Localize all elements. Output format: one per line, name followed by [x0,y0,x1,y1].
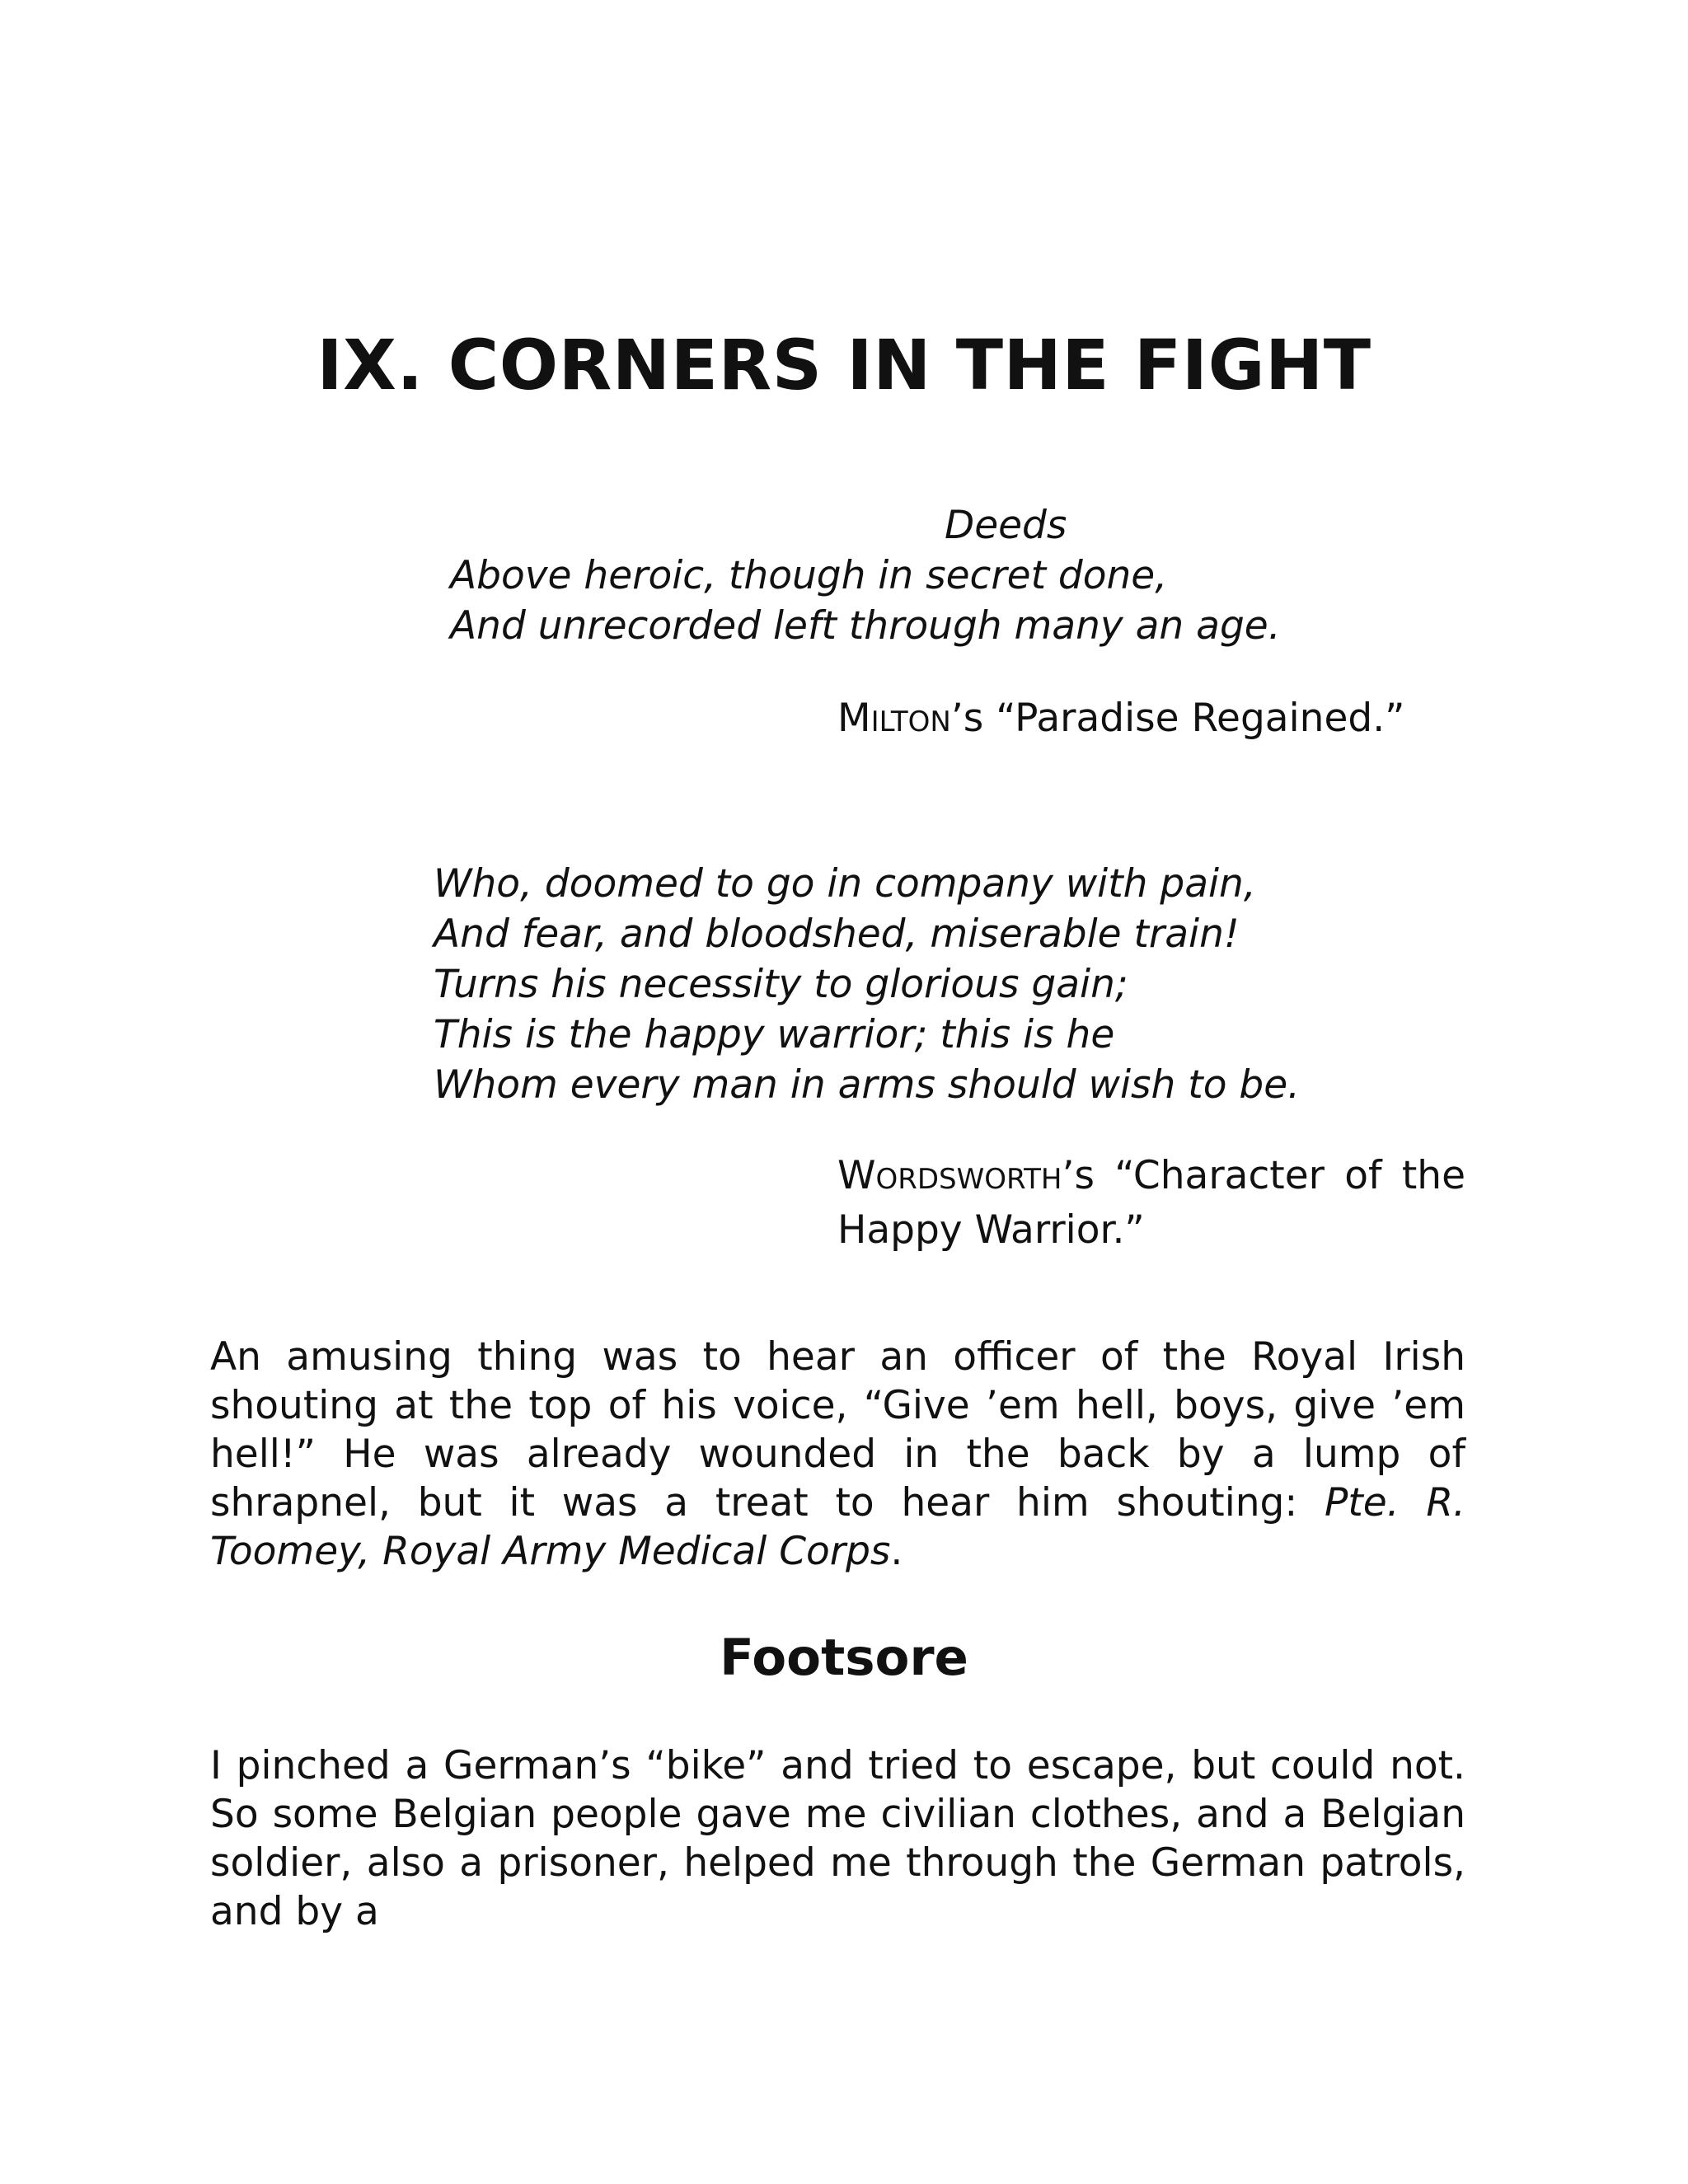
epigraph-wordsworth [434,859,1300,1110]
attribution-work: “Character of the Happy Warrior.” [837,1153,1465,1253]
paragraph-end: . [890,1529,903,1574]
section-heading: Footsore [720,1629,968,1687]
body-paragraph: I pinched a German’s “bike” and tried to escape, but could not. So some Belgian people gave me civilian clothes, and a Belgian soldier, also a prisoner, helped me through the German patrols, and by a [210,1743,1465,1934]
epigraph-wordsworth-attribution [837,1151,1465,1255]
paragraph-source: Pte. R. Toomey, Royal Army Medical Corps [210,1480,1465,1574]
verse-line: And fear, and bloodshed, miserable train! [434,912,1240,957]
attribution-work: “Paradise Regained.” [996,696,1405,741]
chapter-title: IX. CORNERS IN THE FIGHT [316,325,1372,405]
verse-line: Turns his necessity to glorious gain; [434,962,1128,1007]
attribution-possessive: ’s [1062,1153,1095,1198]
attribution-possessive: ’s [950,696,984,741]
verse-line: Who, doomed to go in company with pain, [434,861,1256,907]
attribution-author: MILTON [837,696,951,741]
verse-line: Whom every man in arms should wish to be. [434,1062,1301,1108]
verse-line: And unrecorded left through many an age. [450,603,1281,649]
paragraph-text: An amusing thing was to hear an officer of the Royal Irish shouting at the top of his voice, “Give ’em hell, boys, give ’em hell!” He was already wounded in the back by a lump of shrapnel, but it was a treat to hear him shouting: [210,1334,1465,1526]
epigraph-milton-attribution [837,693,1465,748]
attribution-author: WORDSWORTH [837,1153,1062,1198]
epigraph-milton [450,500,1281,651]
verse-line: Deeds [945,503,1067,548]
body-paragraph [210,1333,1465,1576]
verse-line: This is the happy warrior; this is he [434,1012,1115,1057]
verse-line: Above heroic, though in secret done, [450,553,1168,598]
